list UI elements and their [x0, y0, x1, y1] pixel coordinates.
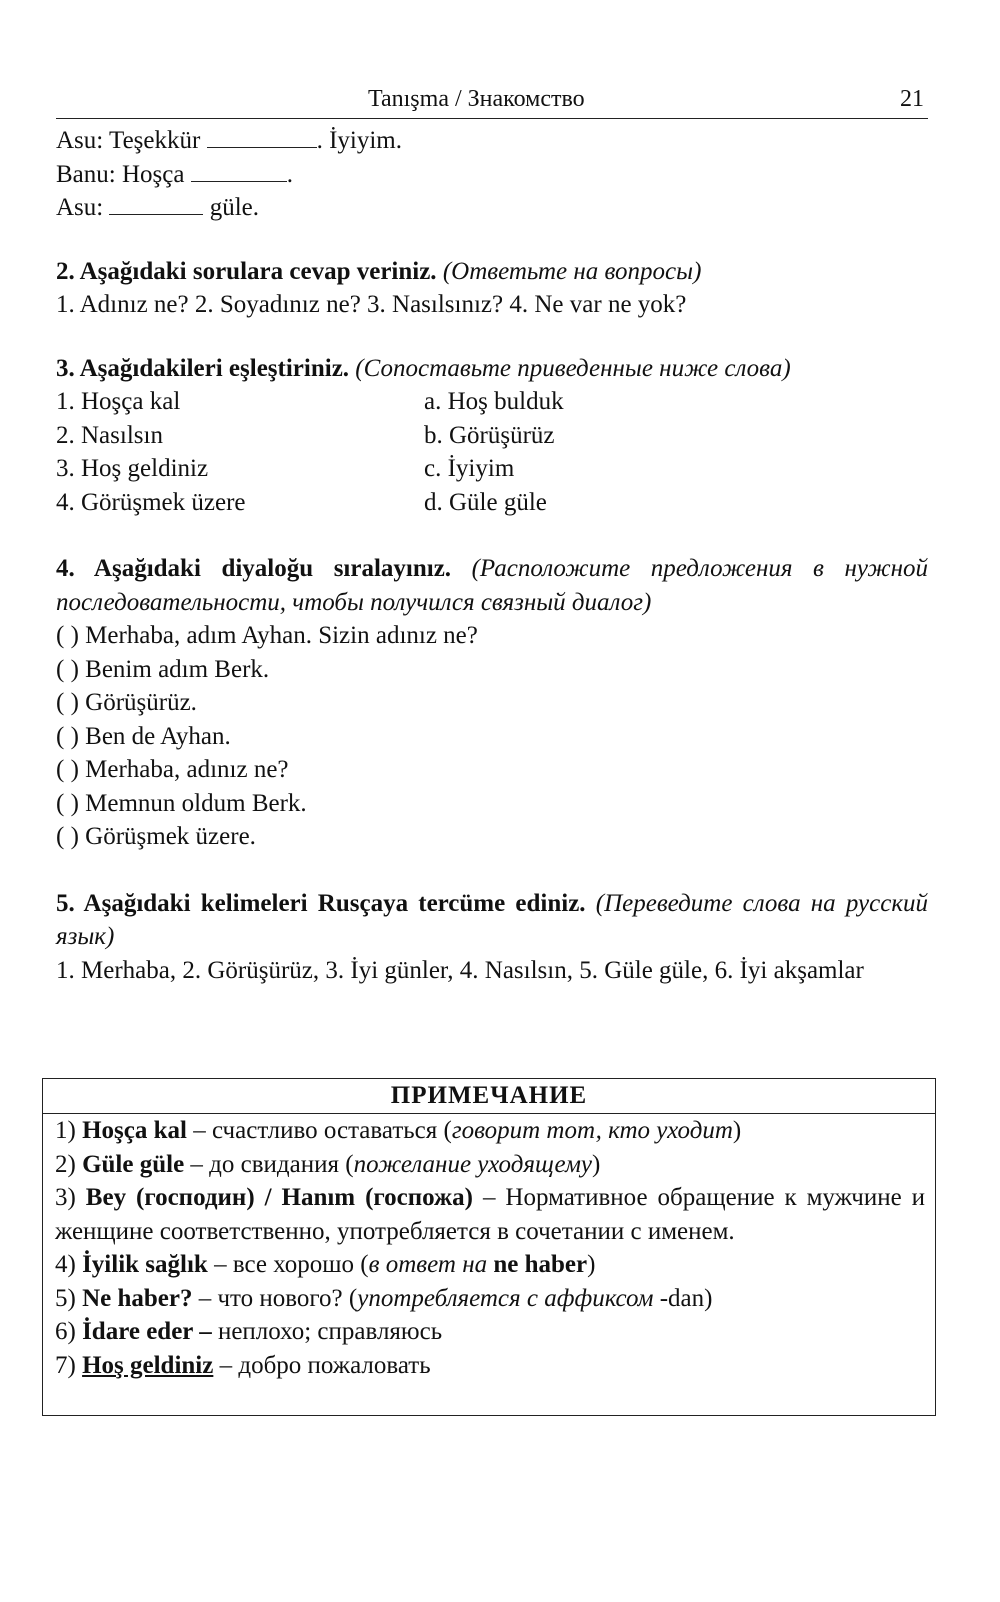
- exercise-2: [56, 255, 928, 322]
- note-term: Güle güle: [82, 1150, 185, 1178]
- exercise-5: [56, 887, 928, 988]
- answer-blank: [191, 159, 287, 182]
- exercise-3: [56, 352, 928, 520]
- note-term: Bey (господин) / Hanım (госпожа): [85, 1184, 473, 1211]
- exercise-instruction: (Переведите слова на русский язык): [56, 889, 929, 950]
- exercise-instruction: (Сопоставьте приведенные ниже слова): [355, 354, 791, 382]
- match-left-item: 1. Hoşça kal: [56, 388, 181, 415]
- line-text: Hoşça: [121, 160, 185, 188]
- list-item: ( ) Benim adım Berk.: [56, 655, 270, 683]
- note-term: İdare eder –: [82, 1318, 212, 1345]
- match-left-item: 3. Hoş geldiniz: [56, 455, 209, 482]
- dialogue-line: [56, 191, 928, 225]
- exercise-title: 3. Aşağıdakileri eşleştiriniz.: [56, 354, 350, 382]
- match-right-item: b. Görüşürüz: [424, 421, 555, 449]
- page-header: [56, 80, 928, 119]
- list-item: ( ) Görüşürüz.: [56, 689, 197, 716]
- line-text: . İyiyim.: [316, 127, 402, 154]
- list-item: ( ) Merhaba, adınız ne?: [56, 756, 289, 783]
- match-left-item: 2. Nasılsın: [56, 421, 163, 449]
- exercise-instruction: (Ответьте на вопросы): [442, 257, 702, 285]
- list-item: ( ) Görüşmek üzere.: [56, 823, 256, 850]
- match-right-item: a. Hoş bulduk: [424, 388, 564, 415]
- list-item: ( ) Merhaba, adım Ayhan. Sizin adınız ne?: [56, 622, 478, 649]
- note-item: 6) İdare eder – неплохо; справляюсь: [55, 1318, 443, 1345]
- line-text: .: [286, 160, 293, 188]
- note-term: Hoşça kal: [82, 1117, 187, 1144]
- list-item: ( ) Ben de Ayhan.: [56, 722, 231, 750]
- dialogue-exercise: [56, 124, 928, 225]
- note-item: 2) Güle güle – до свидания (пожелание уходящему): [55, 1150, 601, 1178]
- exercise-4: [56, 552, 928, 854]
- line-text: güle.: [209, 194, 260, 221]
- note-term: Hoş geldiniz: [82, 1351, 214, 1379]
- exercise-instruction: (Расположите предложения в нужной последовательности, чтобы получился связный диалог): [56, 555, 928, 616]
- match-right-item: d. Güle güle: [424, 488, 547, 516]
- question-list: 1. Adınız ne? 2. Soyadınız ne? 3. Nasılsınız? 4. Ne var ne yok?: [56, 291, 687, 318]
- dialogue-line: [56, 158, 928, 192]
- word-list: 1. Merhaba, 2. Görüşürüz, 3. İyi günler, 4. Nasılsın, 5. Güle güle, 6. İyi akşamlar: [56, 956, 864, 984]
- exercise-title: 2. Aşağıdaki sorulara cevap veriniz.: [56, 257, 437, 285]
- speaker: Banu:: [56, 160, 116, 188]
- list-item: ( ) Memnun oldum Berk.: [56, 789, 307, 817]
- exercise-title: 5. Aşağıdaki kelimeleri Rusçaya tercüme ediniz.: [56, 889, 586, 917]
- speaker: Asu:: [56, 194, 104, 221]
- book-page: [56, 80, 928, 987]
- exercise-title: 4. Aşağıdaki diyaloğu sıralayınız.: [56, 555, 452, 582]
- note-heading: ПРИМЕЧАНИЕ: [43, 1079, 935, 1114]
- note-item: 7) Hoş geldiniz – добро пожаловать: [55, 1351, 431, 1379]
- speaker: Asu:: [56, 127, 104, 154]
- note-item: 1) Hoşça kal – счастливо оставаться (говорит тот, кто уходит): [55, 1117, 742, 1144]
- note-box: [42, 1078, 936, 1416]
- match-right-item: c. İyiyim: [424, 455, 515, 482]
- line-text: Teşekkür: [109, 127, 201, 154]
- note-term: Ne haber?: [82, 1284, 193, 1312]
- dialogue-line: [56, 124, 928, 158]
- answer-blank: [109, 192, 203, 215]
- note-item: 5) Ne haber? – что нового? (употребляется с аффиксом -dan): [55, 1284, 713, 1312]
- answer-blank: [207, 125, 317, 148]
- match-left-item: 4. Görüşmek üzere: [56, 488, 246, 516]
- running-title: Tanışma / Знакомство: [368, 86, 585, 112]
- note-term: İyilik sağlık: [82, 1251, 208, 1278]
- note-item: 3) Bey (господин) / Hanım (госпожа) – Нормативное обращение к мужчине и женщине соответственно, употребляется в сочетании с именем.: [55, 1184, 926, 1245]
- note-item: 4) İyilik sağlık – все хорошо (в ответ на ne haber): [55, 1251, 596, 1278]
- page-number: 21: [900, 86, 924, 112]
